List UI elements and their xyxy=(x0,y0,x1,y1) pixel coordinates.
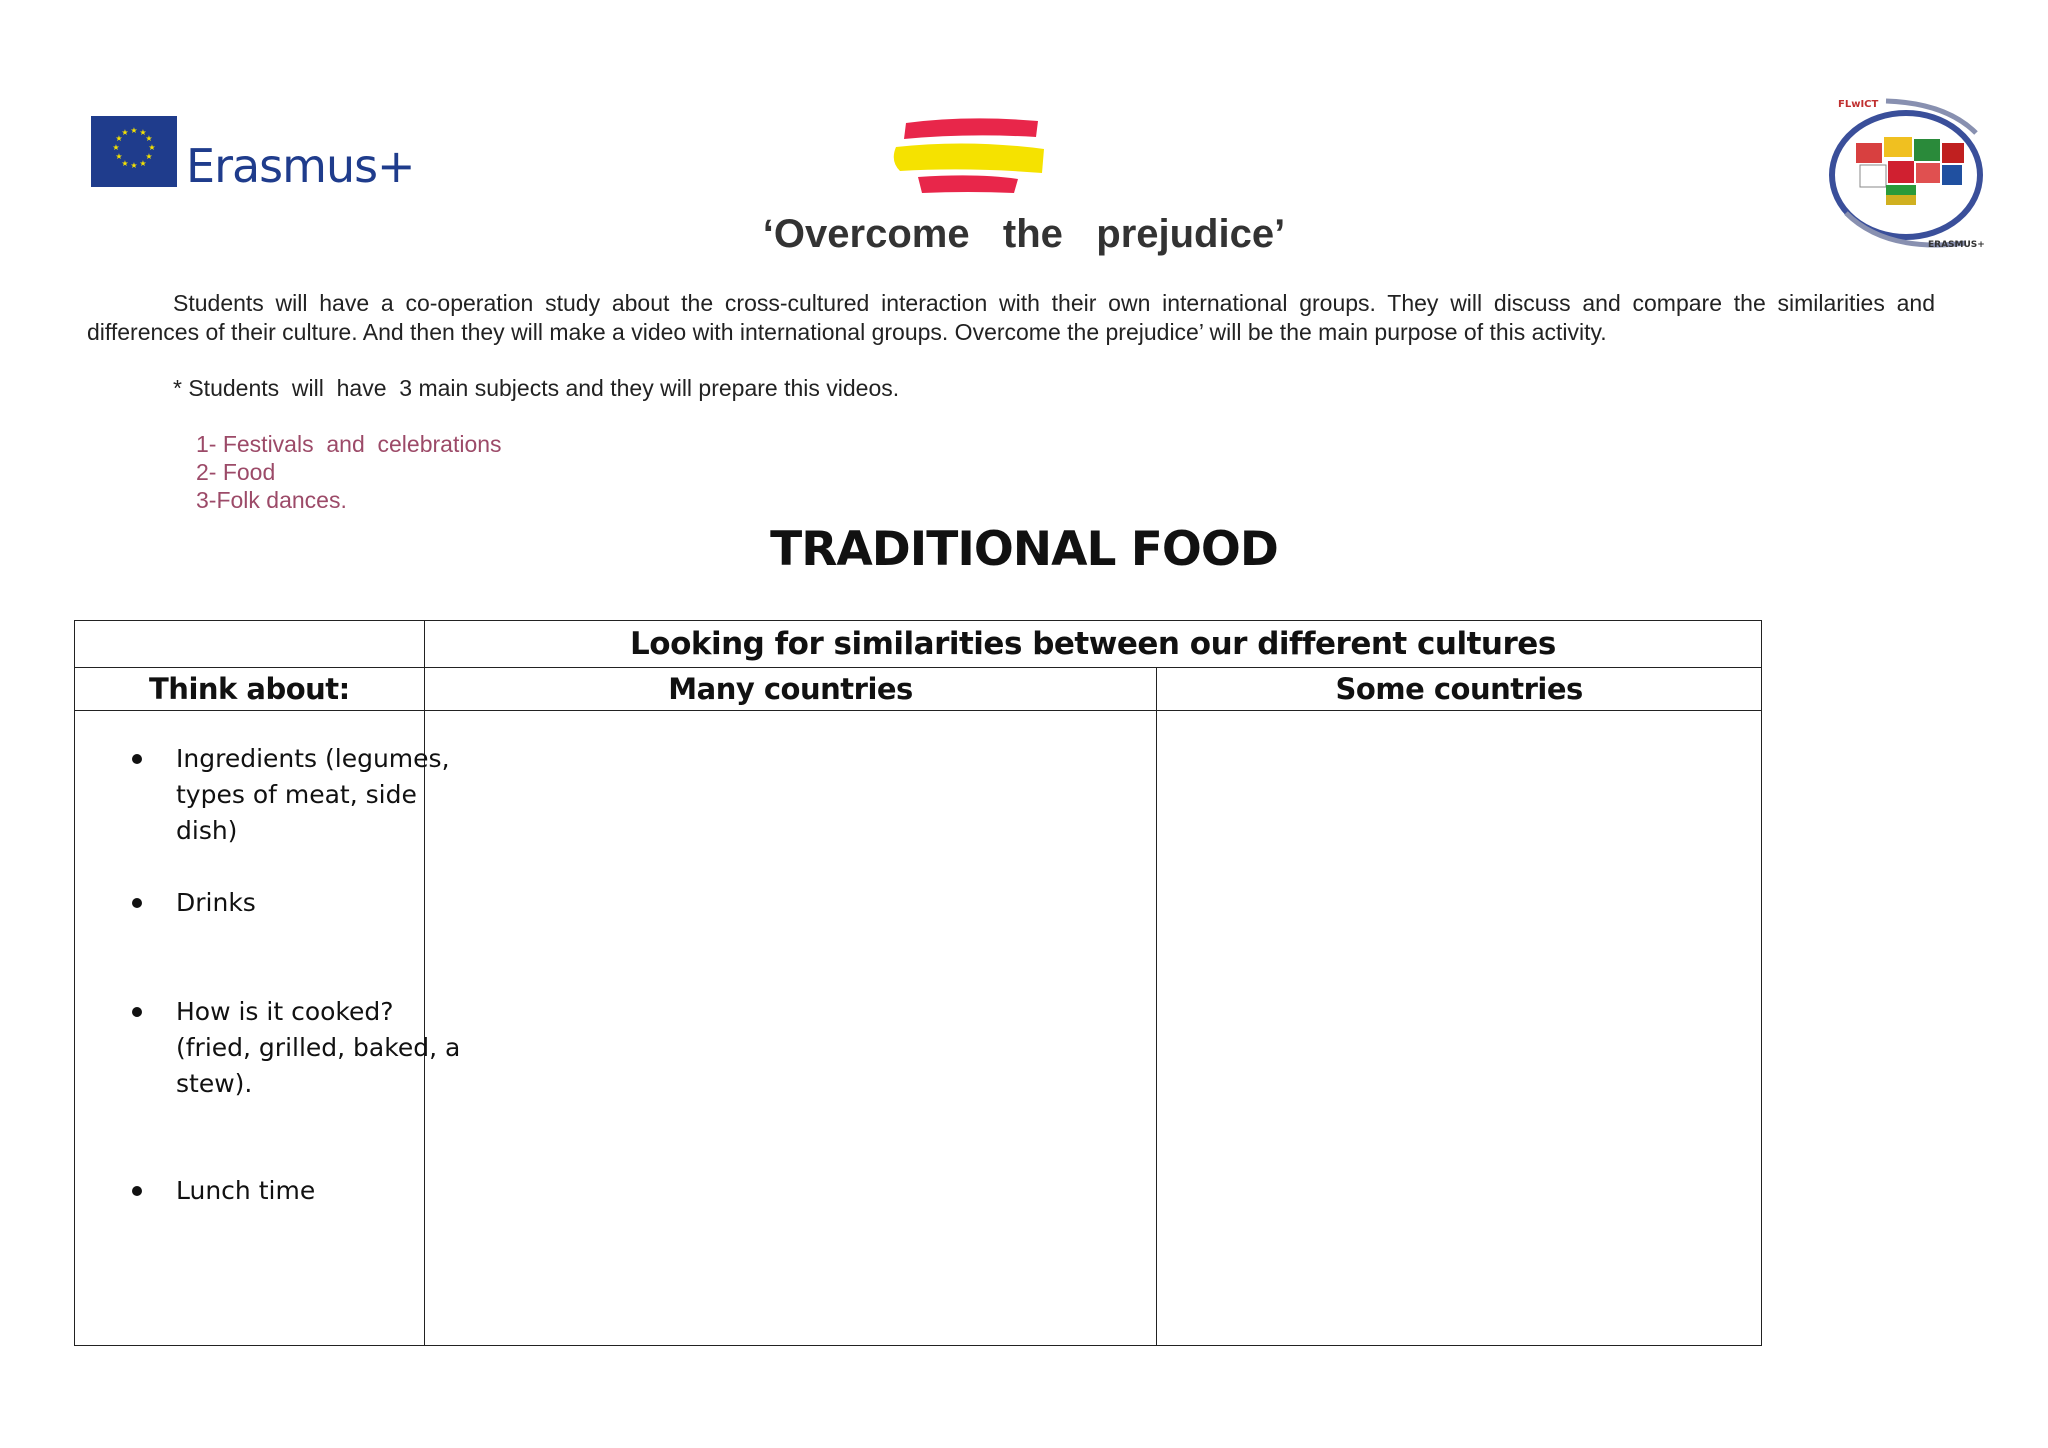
think-about-header: Think about: xyxy=(75,668,425,711)
bullet-icon xyxy=(132,1186,142,1196)
subject-item: 3-Folk dances. xyxy=(196,487,347,513)
svg-text:★: ★ xyxy=(145,152,153,161)
erasmus-logo-text: Erasmus+ xyxy=(186,139,415,193)
subjects-note: * Students will have 3 main subjects and they will prepare this videos. xyxy=(173,375,900,401)
svg-text:★: ★ xyxy=(145,134,153,143)
svg-text:★: ★ xyxy=(148,143,156,152)
spanish-flag-icon xyxy=(888,113,1048,203)
think-item-ingredients: Ingredients (legumes, types of meat, side dish) xyxy=(75,741,466,849)
think-item-drinks: Drinks xyxy=(75,885,466,921)
svg-text:★: ★ xyxy=(121,159,129,168)
some-countries-header: Some countries xyxy=(1157,668,1762,711)
think-item-lunch-time: Lunch time xyxy=(75,1173,466,1209)
badge-text-bottom: ERASMUS+ xyxy=(1928,240,1985,250)
bullet-icon xyxy=(132,1007,142,1017)
section-title: TRADITIONAL FOOD xyxy=(770,522,1278,577)
svg-text:★: ★ xyxy=(115,134,123,143)
many-countries-cell[interactable] xyxy=(424,711,1157,1346)
intro-paragraph-text: Students will have a co-operation study about the cross-cultured interaction with their own international groups. They will discuss and compare the similarities and differences of their culture. And then they will make a video with international groups. Overcome the prejudice’ will be the main purpose of this activity. xyxy=(87,290,1935,345)
eu-flag-logo xyxy=(91,116,177,187)
bullet-icon xyxy=(132,898,142,908)
svg-text:★: ★ xyxy=(130,161,138,170)
svg-text:★: ★ xyxy=(115,152,123,161)
subject-item: 1- Festivals and celebrations xyxy=(196,431,502,457)
subject-list xyxy=(196,430,502,514)
many-countries-header: Many countries xyxy=(424,668,1157,711)
badge-text-top: FLwICT xyxy=(1838,99,1879,110)
think-item-cooking: How is it cooked? (fried, grilled, baked, a stew). xyxy=(75,994,466,1102)
table-corner-cell xyxy=(75,621,425,668)
some-countries-cell[interactable] xyxy=(1157,711,1762,1346)
page-title: ‘Overcome the prejudice’ xyxy=(762,212,1286,256)
bullet-icon xyxy=(132,754,142,764)
svg-text:★: ★ xyxy=(112,143,120,152)
comparison-table xyxy=(74,620,1762,1346)
subject-item: 2- Food xyxy=(196,459,276,485)
intro-paragraph xyxy=(87,289,1935,347)
svg-text:★: ★ xyxy=(139,159,147,168)
think-about-cell xyxy=(75,711,461,1346)
svg-text:★: ★ xyxy=(130,126,138,135)
svg-text:★: ★ xyxy=(121,128,129,137)
table-main-header: Looking for similarities between our different cultures xyxy=(424,621,1761,668)
svg-text:★: ★ xyxy=(139,128,147,137)
